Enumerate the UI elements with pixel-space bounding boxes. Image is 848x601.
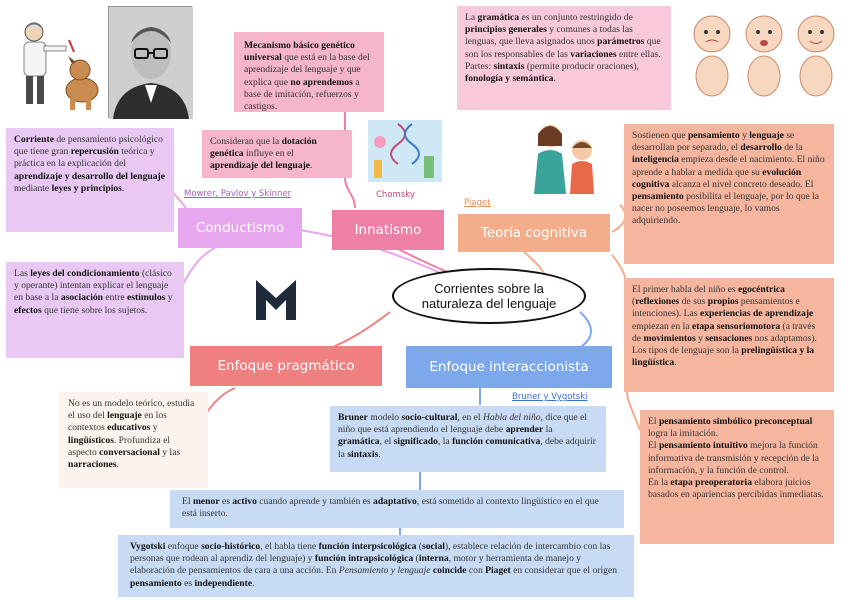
genetics-illustration (368, 120, 442, 182)
note-innatismo-gramatica: La gramática es un conjunto restringido de principios generales y comunes a todas las lenguas, que lleva asignados unos parámetros que son los responsables de las variaciones entre ellas. Partes: sintaxis (permite producir oraciones), fonología y semántica. (457, 6, 671, 110)
m-logo (250, 274, 302, 326)
branch-enfoque-interaccionista[interactable]: Enfoque interaccionista (406, 346, 612, 388)
center-topic-line2: naturaleza del lenguaje (421, 296, 557, 311)
note-innatismo-mecanismo: Mecanismo básico genético universal que está en la base del aprendizaje del lenguaje y que explica que no aprendemos a base de imitación, refuerzos y castigos. (234, 32, 384, 112)
line-dotacion (345, 178, 355, 208)
pavlov-dog-illustration (14, 18, 106, 118)
center-topic[interactable] (392, 268, 586, 324)
note-interaccionista-bruner: Bruner modelo socio-cultural, en el Habla del niño, dice que el niño que está aprendiendo el lenguaje debe aprender la gramática, el significado, la función comunicativa, debe adquirir la sintaxis. (330, 406, 606, 472)
note-interaccionista-vygotski: Vygotski enfoque socio-histórico, el habla tiene función interpsicológica (social), establece relación de intercambio con las personas que rodean al aprendiz del lenguaje) y función intrapsicológica (interna, motor y herramienta de manejo y elaboración de pensamientos de cara a una acción. En Pensamiento y lenguaje coincide con Piaget en considerar que el origen pensamiento es independiente. (118, 535, 634, 597)
child-learning-illustration (520, 120, 608, 194)
note-cognitiva-sostienen: Sostienen que pensamiento y lenguaje se desarrollan por separado, el desarrollo de la inteligencia empieza desde el nacimiento. El niño aprende a hablar a medida que su evolución cognitiva alcanza el nivel concreto deseado. El pensamiento posibilita el lenguaje, por lo que la nacer no poseemos lenguaje, lo vamos adquiriendo. (624, 124, 834, 264)
branch-teoria-cognitiva[interactable]: Teoría cognitiva (458, 214, 610, 252)
line-simbolico (627, 390, 640, 430)
tag-innatismo: Chomsky (376, 190, 415, 200)
note-pragmatico: No es un modelo teórico, estudia el uso del lenguaje en los contextos educativos y lingüísticos. Profundiza el aspecto conversacional y las narraciones. (58, 392, 208, 488)
branch-conductismo[interactable]: Conductismo (178, 208, 302, 248)
tag-conductismo: Mowrer, Pavlov y Skinner (184, 189, 292, 199)
skinner-portrait (108, 6, 192, 118)
note-interaccionista-menor: El menor es activo cuando aprende y también es adaptativo, está sometido al contexto lingüístico en el que está inserto. (170, 490, 624, 528)
line-leyes (180, 248, 215, 290)
note-cognitiva-simbolico: El pensamiento simbólico preconceptual logra la imitación. El pensamiento intuitivo mejora la función informativa de transmisión y recepción de la información, y la función de control. En la etapa preoperatoria elabora juicios basados en apariencias percibidas inmediatas. (640, 410, 834, 544)
branch-innatismo[interactable]: Innatismo (332, 210, 444, 250)
note-conductismo-corriente: Corriente de pensamiento psicológico que tiene gran repercusión teórica y práctica en la explicación del aprendizaje y desarrollo del lenguaje mediante leyes y principios. (6, 128, 174, 232)
babies-illustration (684, 6, 844, 114)
note-innatismo-dotacion: Consideran que la dotación genética influye en el aprendizaje del lenguaje. (202, 130, 352, 178)
note-cognitiva-egocentrica: El primer habla del niño es egocéntrica (reflexiones de sus propios pensamientos e intenciones). Las experiencias de aprendizaje empiezan en la etapa sensoriomotora (a través de movimientos y sensaciones nos adaptamos). Los tipos de lenguaje son la prelingüística y la lingüística. (624, 278, 834, 392)
tag-interaccionista: Bruner y Vygotski (512, 392, 588, 402)
note-conductismo-leyes: Las leyes del condicionamiento (clásico y operante) intentan explicar el lenguaje en base a la asociación entre estímulos y efectos que tiene sobre los sujetos. (6, 262, 184, 358)
tag-cognitiva: Piaget (464, 198, 491, 208)
line-pragnote (205, 388, 235, 415)
branch-enfoque-pragmatico[interactable]: Enfoque pragmático (190, 346, 382, 386)
center-topic-line1: Corrientes sobre la (434, 281, 544, 296)
